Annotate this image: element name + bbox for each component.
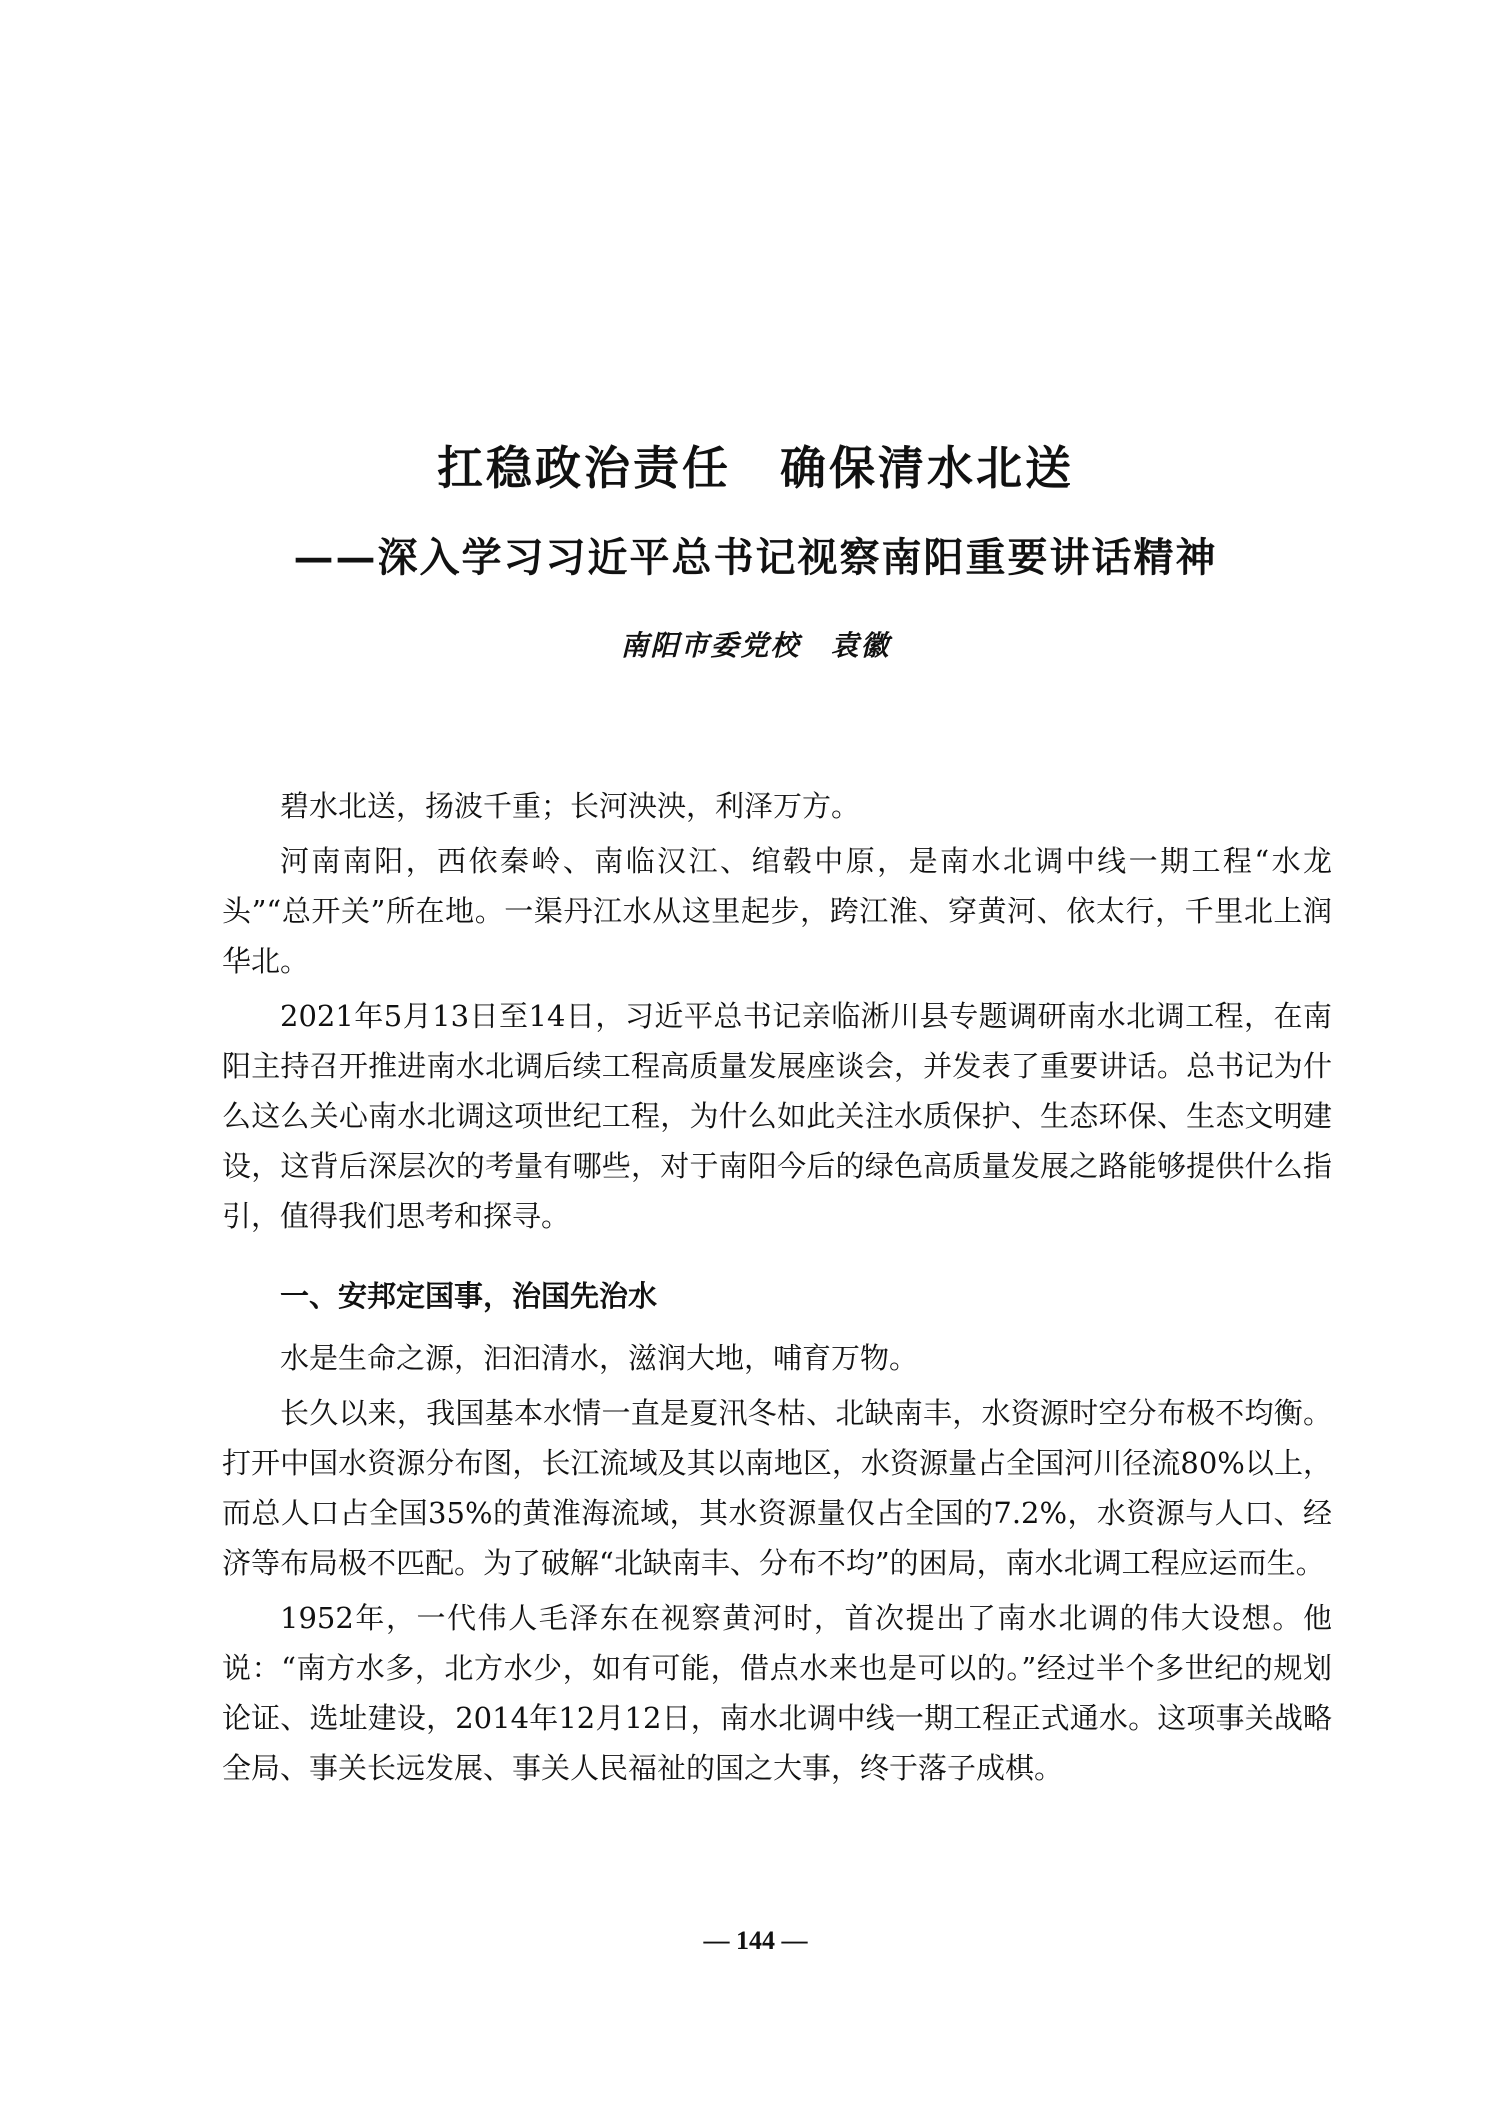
- paragraph: 河南南阳，西依秦岭、南临汉江、绾毂中原，是南水北调中线一期工程“水龙头”“总开关”所在地。一渠丹江水从这里起步，跨江淮、穿黄河、依太行，千里北上润华北。: [222, 844, 1332, 978]
- section-heading: 一、安邦定国事，治国先治水: [280, 1279, 658, 1313]
- article-subtitle: ——深入学习习近平总书记视察南阳重要讲话精神: [293, 534, 1218, 581]
- article-body: [222, 781, 1332, 1798]
- paragraph: 碧水北送，扬波千重；长河泱泱，利泽万方。: [280, 789, 861, 823]
- paragraph: 1952年，一代伟人毛泽东在视察黄河时，首次提出了南水北调的伟大设想。他说：“南方水多，北方水少，如有可能，借点水来也是可以的。”经过半个多世纪的规划论证、选址建设，2014年12月12日，南水北调中线一期工程正式通水。这项事关战略全局、事关长远发展、事关人民福祉的国之大事，终于落子成棋。: [222, 1601, 1332, 1785]
- author-line: 南阳市委党校 袁徽: [620, 629, 891, 662]
- paragraph: 长久以来，我国基本水情一直是夏汛冬枯、北缺南丰，水资源时空分布极不均衡。打开中国水资源分布图，长江流域及其以南地区，水资源量占全国河川径流80%以上，而总人口占全国35%的黄淮海流域，其水资源量仅占全国的7.2%，水资源与人口、经济等布局极不匹配。为了破解“北缺南丰、分布不均”的困局，南水北调工程应运而生。: [222, 1396, 1332, 1580]
- paragraph: 水是生命之源，汩汩清水，滋润大地，哺育万物。: [280, 1341, 919, 1375]
- paragraph: 2021年5月13日至14日，习近平总书记亲临淅川县专题调研南水北调工程，在南阳主持召开推进南水北调后续工程高质量发展座谈会，并发表了重要讲话。总书记为什么这么关心南水北调这项世纪工程，为什么如此关注水质保护、生态环保、生态文明建设，这背后深层次的考量有哪些，对于南阳今后的绿色高质量发展之路能够提供什么指引，值得我们思考和探寻。: [222, 999, 1332, 1233]
- page-number: — 144 —: [703, 1926, 808, 1955]
- article-title: 扛稳政治责任 确保清水北送: [437, 441, 1074, 495]
